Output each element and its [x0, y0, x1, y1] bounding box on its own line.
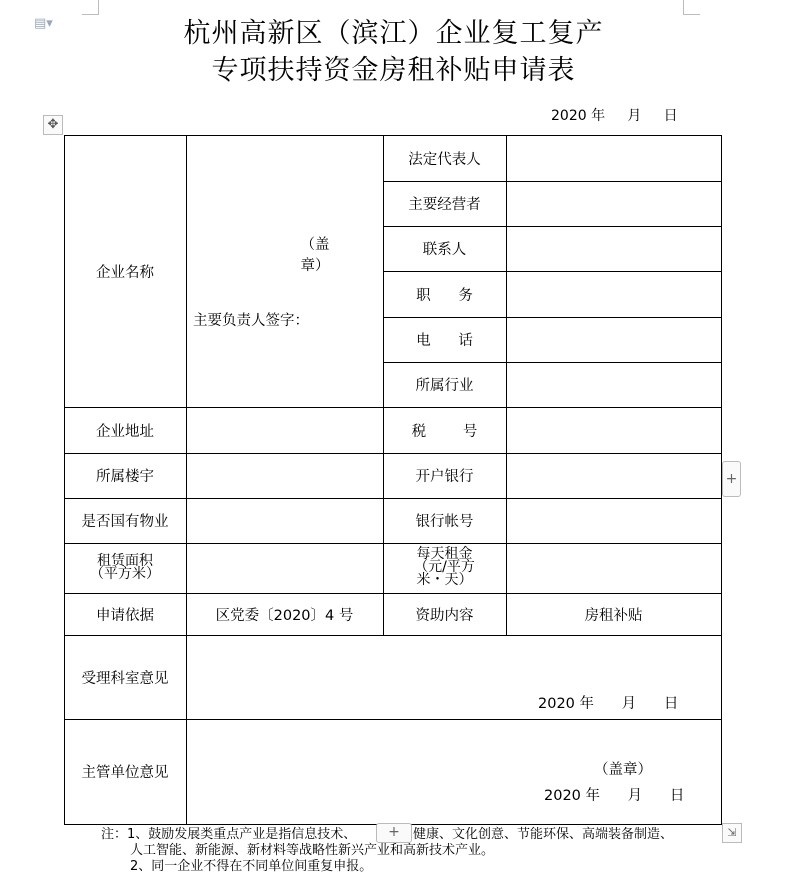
application-date: 2020 年 月 日: [551, 108, 678, 124]
daily-rent-field[interactable]: [506, 543, 721, 593]
main-operator-field[interactable]: [506, 181, 721, 226]
subsidy-content-value: 房租补贴: [584, 607, 643, 624]
subsidy-content-label: 资助内容: [415, 607, 474, 624]
address-field[interactable]: [186, 407, 383, 453]
lease-area-label-line1: 租赁面积: [97, 553, 153, 569]
lease-area-label: [64, 543, 186, 593]
add-column-plus-icon[interactable]: +: [722, 461, 741, 497]
note-1-part-a: 注：1、鼓励发展类重点产业是指信息技术、: [101, 827, 357, 842]
note-1-part-c: 人工智能、新能源、新材料等战略性新兴产业和高新技术产业。: [130, 843, 495, 858]
basis-value: 区党委〔2020〕4 号: [215, 607, 354, 624]
bank-field[interactable]: [506, 453, 721, 498]
lease-area-label-line2: （平方米）: [90, 566, 160, 582]
daily-rent-label-line2: （元/平方: [414, 558, 475, 575]
resize-icon[interactable]: ⇲: [722, 823, 742, 843]
legal-rep-label: 法定代表人: [408, 151, 481, 168]
industry-label: 所属行业: [415, 378, 474, 394]
state-property-label: 是否国有物业: [81, 514, 169, 530]
dept-opinion-label: 受理科室意见: [81, 670, 169, 687]
form-title-line2: 专项扶持资金房租补贴申请表: [211, 55, 576, 86]
tax-no-field[interactable]: [506, 407, 721, 453]
authority-seal-label: （盖章）: [594, 761, 652, 778]
note-2: 2、同一企业不得在不同单位间重复申报。: [130, 859, 373, 874]
bank-account-field[interactable]: [506, 498, 721, 543]
move-icon[interactable]: ✥: [43, 115, 63, 135]
building-label: 所属楼宇: [96, 469, 154, 485]
bank-label: 开户银行: [415, 469, 474, 485]
daily-rent-label-line1: 每天租金: [416, 545, 473, 562]
phone-field[interactable]: [506, 317, 721, 362]
legal-rep-field[interactable]: [506, 135, 721, 181]
authority-opinion-label: 主管单位意见: [81, 765, 169, 781]
lease-area-field[interactable]: [186, 543, 383, 593]
dept-opinion-date: 2020 年 月 日: [538, 695, 679, 712]
document-icon[interactable]: ▤▾: [34, 16, 53, 31]
daily-rent-label: [383, 541, 506, 593]
form-title-line1: 杭州高新区（滨江）企业复工复产: [183, 18, 604, 49]
responsible-sign-label: 主要负责人签字：: [193, 312, 309, 329]
basis-label: 申请依据: [96, 607, 154, 624]
address-label: 企业地址: [96, 423, 154, 440]
contact-label: 联系人: [422, 242, 467, 258]
seal-label: （盖章）: [300, 237, 330, 274]
industry-field[interactable]: [506, 362, 721, 407]
state-property-field[interactable]: [186, 498, 383, 543]
note-1-part-b: 健康、文化创意、节能环保、高端装备制造、: [413, 827, 674, 842]
main-operator-label: 主要经营者: [408, 197, 481, 213]
bank-account-label: 银行帐号: [415, 514, 474, 530]
position-field[interactable]: [506, 271, 721, 317]
phone-label: 电 话: [416, 333, 473, 349]
position-label: 职 务: [416, 287, 473, 304]
tax-no-label: 税 号: [411, 423, 478, 440]
authority-opinion-date: 2020 年 月 日: [544, 787, 685, 804]
daily-rent-label-line3: 米・天）: [416, 571, 473, 588]
company-name-label: 企业名称: [96, 264, 154, 281]
add-row-plus-icon[interactable]: +: [376, 823, 412, 843]
building-field[interactable]: [186, 453, 383, 498]
contact-field[interactable]: [506, 226, 721, 271]
